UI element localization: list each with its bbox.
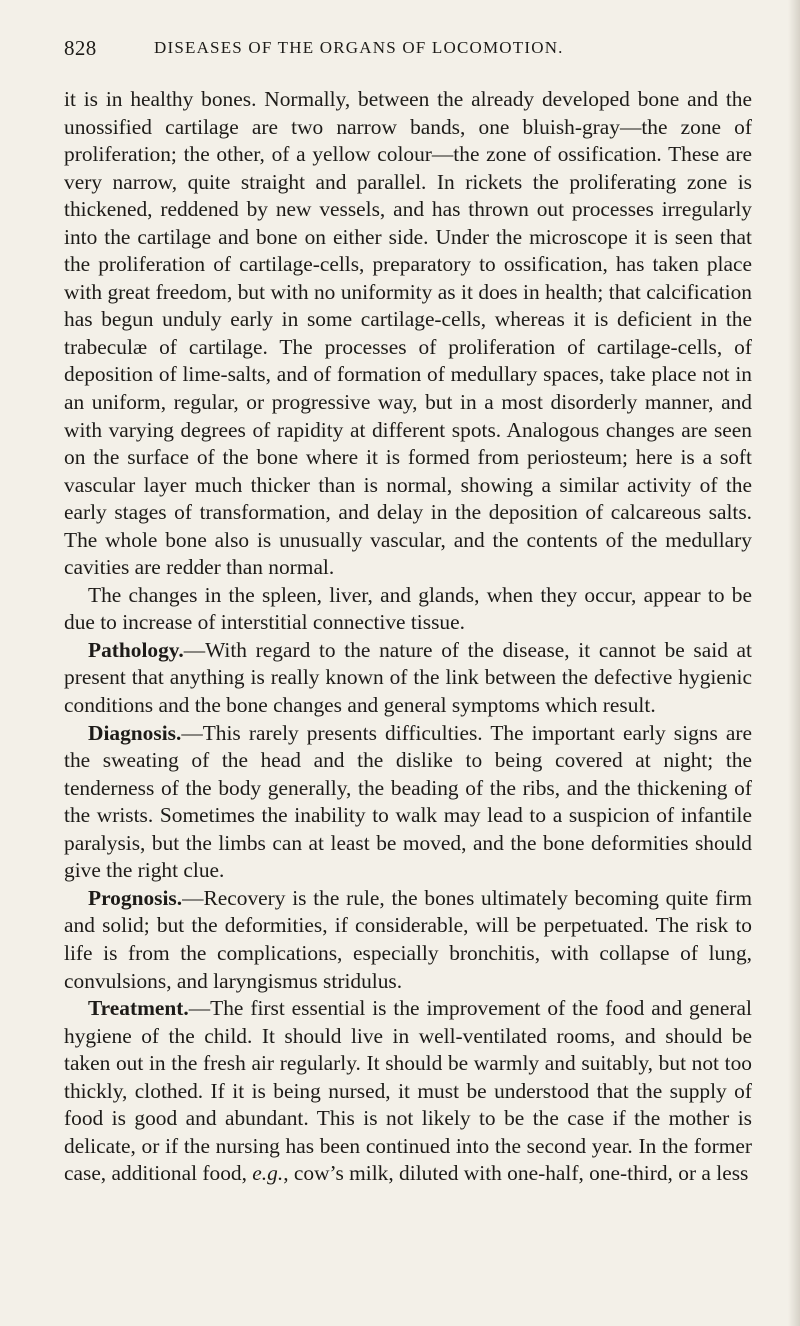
paragraph-prognosis — [64, 885, 752, 995]
paragraph-treatment-text-end: , cow’s milk, diluted with one-half, one-third, or a less — [283, 1161, 749, 1186]
page-number: 828 — [64, 36, 97, 60]
paragraph-spleen-liver: The changes in the spleen, liver, and glands, when they occur, appear to be due to increase of interstitial connective tissue. — [64, 582, 752, 635]
paragraph-prognosis-text: —Recovery is the rule, the bones ultimately becoming quite firm and solid; but the deformities, if considerable, will be perpetuated. The risk to life is from the complications, especially bronchitis, with collapse of lung, convulsions, and laryngismus stridulus. — [64, 885, 752, 993]
section-heading-diagnosis: Diagnosis. — [88, 720, 182, 745]
section-heading-prognosis: Prognosis. — [88, 885, 183, 910]
abbreviation-eg: e.g. — [252, 1161, 284, 1186]
running-head: DISEASES OF THE ORGANS OF LOCOMOTION. — [154, 38, 564, 57]
page-header — [64, 36, 754, 66]
body-text — [64, 86, 752, 1188]
paragraph-treatment — [64, 995, 752, 1188]
section-heading-pathology: Pathology. — [88, 637, 184, 662]
section-heading-treatment: Treatment. — [88, 996, 189, 1021]
paragraph-pathology-text: —With regard to the nature of the disease, it cannot be said at present that anything is really known of the link between the defective hygienic conditions and the bone changes and general symptoms which result. — [64, 637, 752, 718]
paragraph-diagnosis-text: —This rarely presents difficulties. The important early signs are the sweating of the head and the dislike to being covered at night; the tenderness of the body generally, the beading of the ribs, and the thickening of the wrists. Sometimes the inability to walk may lead to a suspicion of infantile paralysis, but the limbs can at least be moved, and the bone deformities should give the right clue. — [64, 720, 752, 883]
paragraph-treatment-text: —The first essential is the improvement of the food and general hygiene of the child. It should live in well-ventilated rooms, and should be taken out in the fresh air regularly. It should be warmly and suitably, but not too thickly, clothed. If it is being nursed, it must be understood that the supply of food is good and abundant. This is not likely to be the case if the mother is delicate, or if the nursing has been continued into the second year. In the former case, additional food, — [64, 996, 752, 1186]
paragraph-pathology — [64, 637, 752, 720]
page-edge-shadow — [788, 0, 800, 1326]
paragraph-diagnosis — [64, 720, 752, 885]
paragraph-rickets-pathology: it is in healthy bones. Normally, between the already developed bone and the unossified cartilage are two narrow bands, one bluish-gray—the zone of proliferation; the other, of a yellow colour—the zone of ossification. These are very narrow, quite straight and parallel. In rickets the proliferating zone is thickened, reddened by new vessels, and has thrown out processes irregularly into the cartilage and bone on either side. Under the microscope it is seen that the proliferation of cartilage-cells, preparatory to ossification, has taken place with great freedom, but with no uniformity as it does in health; that calcification has begun unduly early in some cartilage-cells, whereas it is deficient in the trabeculæ of cartilage. The processes of proliferation of cartilage-cells, of deposition of lime-salts, and of formation of medullary spaces, take place not in an uniform, regular, or progressive way, but in a most disorderly manner, and with varying degrees of rapidity at different spots. Analogous changes are seen on the surface of the bone where it is formed from periosteum; here is a soft vascular layer much thicker than is normal, showing a similar activity of the early stages of transformation, and delay in the deposition of calcareous salts. The whole bone also is unusually vascular, and the contents of the medullary cavities are redder than normal. — [64, 87, 752, 580]
